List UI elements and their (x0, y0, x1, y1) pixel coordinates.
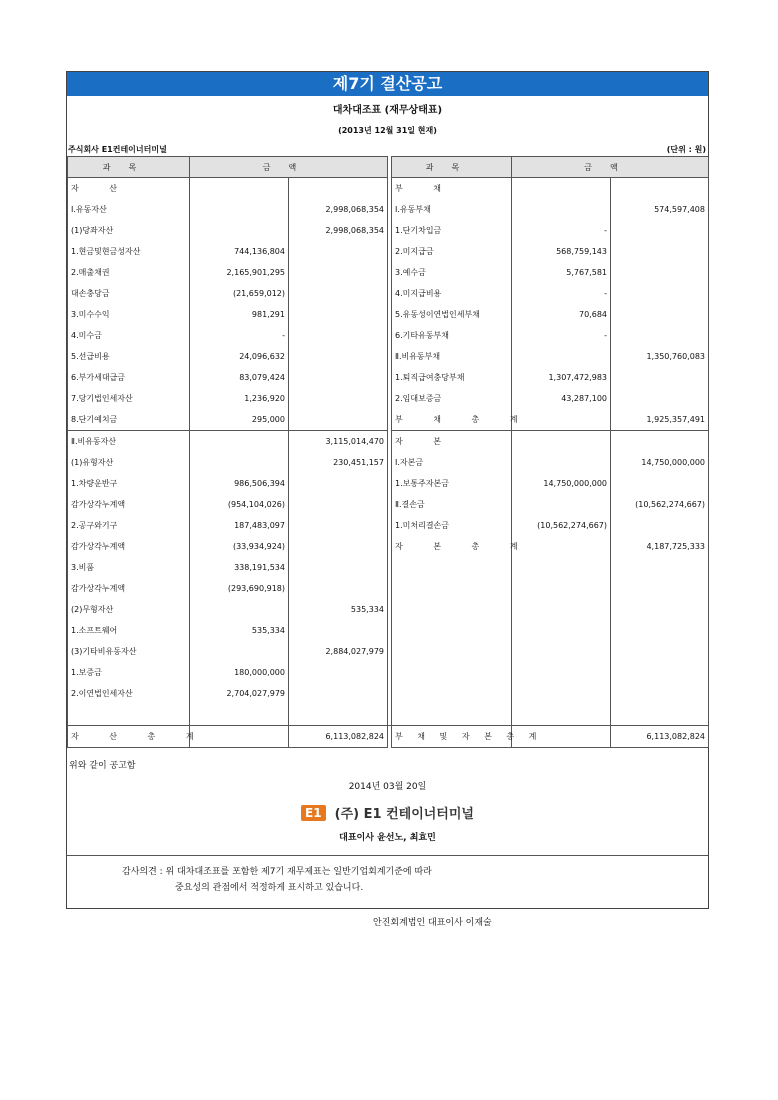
table-row (68, 220, 709, 241)
right-total-amount-cell: 1,925,357,491 (611, 409, 709, 431)
left-total-amount-cell (289, 283, 388, 304)
right-account-cell (392, 599, 512, 620)
left-account-cell: 4.미수금 (68, 325, 190, 346)
left-account-cell: 5.선급비용 (68, 346, 190, 367)
right-account-cell (392, 704, 512, 726)
left-account-cell: (2)무형자산 (68, 599, 190, 620)
audit-opinion (67, 855, 708, 928)
table-row (68, 641, 709, 662)
left-total-amount-cell (289, 683, 388, 704)
left-total-amount-cell (289, 409, 388, 431)
right-account-cell: 6.기타유동부채 (392, 325, 512, 346)
right-sub-amount-cell (512, 557, 611, 578)
table-row (68, 367, 709, 388)
left-total-amount-cell: 2,998,068,354 (289, 199, 388, 220)
left-account-cell: 8.단기예치금 (68, 409, 190, 431)
table-row (68, 452, 709, 473)
right-total-amount-cell: 4,187,725,333 (611, 536, 709, 557)
footer (67, 754, 708, 928)
left-sub-amount-cell: 24,096,632 (190, 346, 289, 367)
right-sub-amount-cell: 14,750,000,000 (512, 473, 611, 494)
right-sub-amount-cell: 568,759,143 (512, 241, 611, 262)
logo-company-name: (주) E1 컨테이너터미널 (334, 807, 474, 822)
right-account-cell (392, 641, 512, 662)
right-account-cell: Ⅰ.유동부채 (392, 199, 512, 220)
left-account-cell: 6.부가세대급금 (68, 367, 190, 388)
right-account-cell (392, 683, 512, 704)
table-row (68, 178, 709, 200)
table-row (68, 494, 709, 515)
page-title: 제7기 결산공고 (67, 72, 708, 96)
table-row (68, 304, 709, 325)
left-sub-amount-cell: - (190, 325, 289, 346)
table-row (68, 515, 709, 536)
right-total-amount-cell (611, 704, 709, 726)
right-total-amount-cell: (10,562,274,667) (611, 494, 709, 515)
right-sub-amount-cell: 1,307,472,983 (512, 367, 611, 388)
right-account-cell: 2.미지급금 (392, 241, 512, 262)
right-account-cell: 부 채 및 자 본 총 계 (392, 726, 512, 748)
table-row (68, 262, 709, 283)
left-total-amount-cell (289, 304, 388, 325)
as-of-date: (2013년 12월 31일 현재) (338, 126, 437, 135)
balance-sheet-table (67, 156, 709, 748)
left-total-amount-cell: 3,115,014,470 (289, 431, 388, 453)
header-left-account: 과목 (68, 157, 190, 178)
left-total-amount-cell: 2,998,068,354 (289, 220, 388, 241)
table-row (68, 283, 709, 304)
left-account-cell: 자 산 총 계 (68, 726, 190, 748)
right-sub-amount-cell: - (512, 283, 611, 304)
right-account-cell: 부 채 총 계 (392, 409, 512, 431)
balance-sheet (67, 156, 708, 754)
table-row (68, 473, 709, 494)
announce-text: 위와 같이 공고함 (69, 761, 136, 771)
right-sub-amount-cell (512, 346, 611, 367)
right-account-cell: 부 채 (392, 178, 512, 200)
left-sub-amount-cell: 295,000 (190, 409, 289, 431)
right-account-cell: 3.예수금 (392, 262, 512, 283)
left-total-amount-cell (289, 536, 388, 557)
right-total-amount-cell (611, 599, 709, 620)
announce-date: 2014년 03월 20일 (348, 782, 427, 792)
left-sub-amount-cell: (293,690,918) (190, 578, 289, 599)
right-sub-amount-cell (512, 683, 611, 704)
right-total-amount-cell (611, 557, 709, 578)
right-total-amount-cell (611, 641, 709, 662)
left-total-amount-cell (289, 388, 388, 409)
right-sub-amount-cell: 5,767,581 (512, 262, 611, 283)
right-account-cell: Ⅰ.자본금 (392, 452, 512, 473)
left-account-cell: 1.보증금 (68, 662, 190, 683)
unit-label: (단위 : 원) (666, 145, 706, 154)
right-total-amount-cell (611, 620, 709, 641)
right-account-cell: 1.단기차입금 (392, 220, 512, 241)
left-account-cell: 감가상각누계액 (68, 494, 190, 515)
right-total-amount-cell (611, 325, 709, 346)
left-total-amount-cell (289, 367, 388, 388)
table-row (68, 683, 709, 704)
header-left-amount: 금액 (190, 157, 388, 178)
right-sub-amount-cell (512, 662, 611, 683)
left-sub-amount-cell (190, 599, 289, 620)
right-account-cell (392, 557, 512, 578)
table-header-row (68, 157, 709, 178)
right-account-cell: 1.퇴직급여충당부채 (392, 367, 512, 388)
company-name: 주식회사 E1컨테이너터미널 (68, 145, 167, 154)
company-logo (67, 802, 708, 822)
table-row (68, 557, 709, 578)
right-account-cell: 4.미지급비용 (392, 283, 512, 304)
left-sub-amount-cell: 338,191,534 (190, 557, 289, 578)
left-account-cell: 1.현금및현금성자산 (68, 241, 190, 262)
right-account-cell: 자 본 (392, 431, 512, 453)
audit-firm: 안진회계법인 대표이사 이재술 (373, 918, 492, 928)
left-total-amount-cell (289, 473, 388, 494)
left-total-amount-cell (289, 262, 388, 283)
table-row (68, 536, 709, 557)
table-body (68, 178, 709, 748)
right-total-amount-cell (611, 388, 709, 409)
left-sub-amount-cell: (33,934,924) (190, 536, 289, 557)
audit-line-2: 중요성의 관점에서 적정하게 표시하고 있습니다. (175, 883, 364, 893)
left-total-amount-cell (289, 704, 388, 726)
left-total-amount-cell: 535,334 (289, 599, 388, 620)
right-account-cell: Ⅱ.결손금 (392, 494, 512, 515)
left-sub-amount-cell (190, 641, 289, 662)
left-total-amount-cell: 2,884,027,979 (289, 641, 388, 662)
left-sub-amount-cell (190, 431, 289, 453)
right-total-amount-cell (611, 241, 709, 262)
left-sub-amount-cell: 986,506,394 (190, 473, 289, 494)
document-subtitle: 대차대조표 (재무상태표) (332, 105, 443, 116)
left-sub-amount-cell: (21,659,012) (190, 283, 289, 304)
audit-line-1: 감사의견 : 위 대차대조표를 포함한 제7기 재무제표는 일반기업회계기준에 따라 (122, 867, 432, 877)
table-row (68, 325, 709, 346)
header-right-account: 과목 (392, 157, 512, 178)
left-total-amount-cell (289, 325, 388, 346)
left-total-amount-cell (289, 241, 388, 262)
left-total-amount-cell (289, 346, 388, 367)
left-account-cell: (1)유형자산 (68, 452, 190, 473)
table-row (68, 662, 709, 683)
right-sub-amount-cell (512, 704, 611, 726)
table-row (68, 431, 709, 453)
left-account-cell: 감가상각누계액 (68, 536, 190, 557)
left-sub-amount-cell: 981,291 (190, 304, 289, 325)
left-sub-amount-cell: 535,334 (190, 620, 289, 641)
left-sub-amount-cell: 2,165,901,295 (190, 262, 289, 283)
left-sub-amount-cell: 187,483,097 (190, 515, 289, 536)
left-account-cell: Ⅰ.유동자산 (68, 199, 190, 220)
right-total-amount-cell (611, 178, 709, 200)
left-total-amount-cell (289, 620, 388, 641)
table-row (68, 704, 709, 726)
e1-logo-mark: E1 (301, 805, 326, 821)
table-row (68, 726, 709, 748)
right-total-amount-cell (611, 662, 709, 683)
announcement-frame (66, 71, 709, 928)
left-sub-amount-cell: 83,079,424 (190, 367, 289, 388)
right-total-amount-cell: 1,350,760,083 (611, 346, 709, 367)
left-sub-amount-cell: (954,104,026) (190, 494, 289, 515)
right-sub-amount-cell (512, 494, 611, 515)
header-right-amount: 금액 (512, 157, 709, 178)
left-sub-amount-cell: 1,236,920 (190, 388, 289, 409)
left-sub-amount-cell (190, 704, 289, 726)
left-account-cell: 3.비품 (68, 557, 190, 578)
left-total-amount-cell (289, 662, 388, 683)
right-sub-amount-cell: (10,562,274,667) (512, 515, 611, 536)
left-total-amount-cell (289, 578, 388, 599)
table-row (68, 388, 709, 409)
left-account-cell: (3)기타비유동자산 (68, 641, 190, 662)
right-sub-amount-cell (512, 620, 611, 641)
right-total-amount-cell (611, 262, 709, 283)
right-sub-amount-cell: - (512, 325, 611, 346)
left-total-amount-cell (289, 178, 388, 200)
right-account-cell: 1.보통주자본금 (392, 473, 512, 494)
left-total-amount-cell: 6,113,082,824 (289, 726, 388, 748)
left-account-cell: 감가상각누계액 (68, 578, 190, 599)
left-total-amount-cell (289, 557, 388, 578)
left-sub-amount-cell: 744,136,804 (190, 241, 289, 262)
table-row (68, 346, 709, 367)
right-sub-amount-cell (512, 178, 611, 200)
table-row (68, 409, 709, 431)
right-total-amount-cell (611, 367, 709, 388)
right-account-cell (392, 620, 512, 641)
left-account-cell: 1.소프트웨어 (68, 620, 190, 641)
left-account-cell: (1)당좌자산 (68, 220, 190, 241)
right-total-amount-cell (611, 283, 709, 304)
right-total-amount-cell: 6,113,082,824 (611, 726, 709, 748)
left-sub-amount-cell (190, 199, 289, 220)
left-account-cell: 2.공구와기구 (68, 515, 190, 536)
right-account-cell: Ⅱ.비유동부채 (392, 346, 512, 367)
left-sub-amount-cell (190, 178, 289, 200)
right-total-amount-cell (611, 220, 709, 241)
left-account-cell: 7.당기법인세자산 (68, 388, 190, 409)
left-account-cell: 1.차량운반구 (68, 473, 190, 494)
left-account-cell: 대손충당금 (68, 283, 190, 304)
left-total-amount-cell (289, 515, 388, 536)
right-sub-amount-cell (512, 431, 611, 453)
right-account-cell (392, 662, 512, 683)
table-row (68, 241, 709, 262)
table-row (68, 599, 709, 620)
right-account-cell: 2.임대보증금 (392, 388, 512, 409)
right-total-amount-cell (611, 578, 709, 599)
representatives: 대표이사 윤선노, 최효민 (339, 833, 436, 843)
left-total-amount-cell (289, 494, 388, 515)
right-sub-amount-cell: - (512, 220, 611, 241)
right-sub-amount-cell (512, 452, 611, 473)
left-account-cell (68, 704, 190, 726)
right-total-amount-cell: 14,750,000,000 (611, 452, 709, 473)
left-sub-amount-cell: 180,000,000 (190, 662, 289, 683)
right-total-amount-cell (611, 304, 709, 325)
table-row (68, 578, 709, 599)
left-sub-amount-cell (190, 452, 289, 473)
right-sub-amount-cell (512, 199, 611, 220)
right-account-cell (392, 578, 512, 599)
left-sub-amount-cell (190, 220, 289, 241)
table-row (68, 199, 709, 220)
right-sub-amount-cell (512, 599, 611, 620)
right-total-amount-cell (611, 515, 709, 536)
right-total-amount-cell (611, 683, 709, 704)
left-account-cell: 3.미수수익 (68, 304, 190, 325)
right-total-amount-cell: 574,597,408 (611, 199, 709, 220)
right-sub-amount-cell (512, 578, 611, 599)
right-total-amount-cell (611, 473, 709, 494)
right-sub-amount-cell (512, 641, 611, 662)
right-account-cell: 1.미처리결손금 (392, 515, 512, 536)
right-total-amount-cell (611, 431, 709, 453)
left-account-cell: Ⅱ.비유동자산 (68, 431, 190, 453)
left-account-cell: 2.매출채권 (68, 262, 190, 283)
table-row (68, 620, 709, 641)
right-account-cell: 자 본 총 계 (392, 536, 512, 557)
left-account-cell: 자 산 (68, 178, 190, 200)
right-sub-amount-cell: 70,684 (512, 304, 611, 325)
left-total-amount-cell: 230,451,157 (289, 452, 388, 473)
right-account-cell: 5.유동성이연법인세부채 (392, 304, 512, 325)
left-account-cell: 2.이연법인세자산 (68, 683, 190, 704)
left-sub-amount-cell: 2,704,027,979 (190, 683, 289, 704)
right-sub-amount-cell: 43,287,100 (512, 388, 611, 409)
